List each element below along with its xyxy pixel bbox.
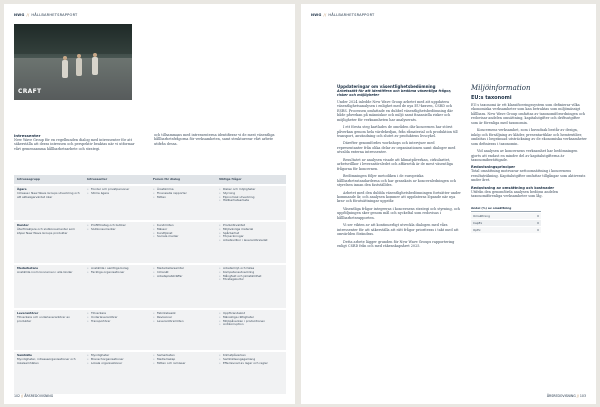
runner-figure [62,60,68,78]
taxonomy-table-header: Andel (%) av omsättning [471,205,541,212]
list-item: • Större ägare [87,192,147,196]
group-description: Anställda inom koncernen i alla länder [17,269,73,274]
body-paragraph: Väsentliga frågor integreras i koncernens strategi och styrning, och uppföljningen sker genom mål och nyckeltal som redovisas i hållbarhetsrapporten. [337,206,460,220]
row-label: Omsättning [473,213,490,218]
taxonomy-table [471,205,541,233]
forums-cell [150,186,216,220]
list-item: • Förpackningar [219,235,283,239]
list-item: • Fonder och privatpersoner [87,188,147,192]
list-item: • Kundmöten [153,224,213,228]
list-item: • Klimatpåverkan [219,354,283,358]
body-paragraph: Vi ser vikten av att kontinuerligt utveckla dialogen med våra intressenter för att säkerställa att rätt frågor prioriteras i takt med att omvärlden förändras. [337,223,459,237]
list-item: • Antikorruption [219,323,283,327]
list-item: • Miljövänliga material [219,228,283,232]
body-paragraph: Resultatet av analysen visade att klimatpåverkan, cirkularitet, arbetsvillkor i leverantörsledet och affärsetik är de mest väsentliga frågorna för koncernen. [337,157,453,171]
group-title: Ägare [17,187,27,191]
section-label: HÅLLBARHETSRAPPORT [31,13,78,17]
principles-text: Total omsättning motsvarar nettoomsättning i koncernens resultaträkning. Kapitalutgifter omfattar tillgångar som aktiverats under året. [471,169,586,183]
list-item: • Produktkvalitet [219,224,283,228]
list-item: • Kompetensutveckling [219,271,283,275]
list-item: • Transportörer [87,320,147,324]
interests-cell [84,310,150,350]
materiality-subheading: Arbetssätt för att identifiera och bedöma väsentliga frågor, risker och möjligheter [337,89,452,98]
list-item: • Ekonomisk utveckling [219,196,283,200]
environment-column [471,84,587,233]
list-item: • Myndigheter [87,354,147,358]
page-number: 103 [579,394,586,398]
group-cell [14,310,84,350]
list-item: • Företagskultur [219,278,283,282]
craft-logo: CRAFT [18,88,42,95]
interests-cell [84,222,150,263]
list-item: • Hållbarhetsarbete [219,199,283,203]
page-folio [547,394,586,398]
runner-figure [92,57,98,75]
row-value: 0 [537,213,539,218]
list-item: • Fackliga organisationer [87,271,147,275]
list-item: • Intranät [153,271,213,275]
group-description: Tillverkare och underleverantörer av produkter [17,314,70,323]
list-item: • Risker och möjligheter [219,188,283,192]
row-label: OpEx [473,227,481,232]
list-item: • Miljöpåverkan i produktionen [219,320,283,324]
issues-cell [216,352,286,394]
taxonomy-heading: EU:s taxonomi [471,95,512,101]
group-description: Myndigheter, intresseorganisationer och lokalsamhällen [17,356,76,365]
forums-cell [150,352,216,394]
running-head [14,13,77,17]
taxonomy-table-row [471,220,541,226]
environment-title: Miljöinformation [471,84,531,92]
list-item: • Mässor [153,228,213,232]
intro-text-continued: och tillsammans med intressenterna identifierar vi de mest väsentliga hållbarhetsfrågorna för verksamheten, samt strukturerar vårt arbete utifrån dessa. [154,133,275,146]
forums-cell [150,222,216,263]
issues-cell [216,222,286,263]
list-item: • Sociala medier [153,235,213,239]
intro-text: New Wave Group för en regelbunden dialog med intressenter för att säkerställa att deras intressen och perspektiv beaktas när vi utformar vårt gemensamma hållbarhetsarbete och strategi. [14,138,135,151]
list-item: • Medlemskap [153,358,213,362]
separator: // [323,13,327,17]
table-header [14,175,286,184]
materiality-column [337,84,461,252]
list-item: • Lokala organisationer [87,362,147,366]
list-item: • Leverantörsmöten [153,320,213,324]
list-item: • Kundtjänst [153,232,213,236]
photo-trees [14,24,132,54]
principles-heading: Redovisningsprinciper [471,165,516,170]
taxonomy-table-row [471,227,541,233]
folio-label: ÅRSREDOVISNING [546,394,576,398]
page-folio [14,394,53,398]
list-item: • Årsstämma [153,188,213,192]
table-row [14,184,286,220]
list-item: • Möten och remisser [153,362,213,366]
header-cell: Intressenter [87,176,108,181]
body-paragraph: I ett första steg kartlades de områden där koncernen har störst påverkan genom hela värdekedjan, från råmaterial och produktion till transport, användning och slutet av produktens livscykel. [337,125,458,138]
row-value: 0 [537,220,539,225]
group-title: Leverantörer [17,311,39,315]
section-label: HÅLLBARHETSRAPPORT [328,13,375,17]
interests-cell [84,265,150,308]
body-paragraph: Under 2024 inledde New Wave Group arbetet med att uppdatera väsentlighetsanalysen i enlighet med de nya EU-kraven, CSRD och ESRS. Processen omfattade en dubbel väsentlighetsbedömning där både påverkan på människor och miljö samt finansiella risker och möjligheter för verksamheten har analyserats. [337,99,453,122]
list-item: • Spårbarhet [219,232,283,236]
group-description: Intresse i New Wave Groups utveckling och att aktieägarvärdet ökar [17,190,80,199]
list-item: • Mänskliga rättigheter [219,316,283,320]
separator: // [576,394,579,398]
list-item: • Mångfald och jämställdhet [219,275,283,279]
row-label: CapEx [473,220,483,225]
list-item: • Tillverkare [87,312,147,316]
left-page [4,4,295,404]
list-item: • Arbetsvillkor i leverantörsledet [219,239,283,243]
group-cell [14,222,84,263]
forums-cell [150,310,216,350]
runners-photo [14,24,132,100]
group-cell [14,186,84,220]
header-cell: Intressegrupp [17,176,40,181]
list-item: • Samarbeten [153,354,213,358]
body-paragraph: Bedömningen följer metodiken i de europeiska hållbarhetsstandarderna och har granskats av koncernledningen och styrelsen innan den fastställdes. [337,174,457,188]
interests-cell [84,352,150,394]
page-number: 102 [14,394,21,398]
group-cell [14,265,84,308]
running-head [311,13,374,17]
list-item: • Uppförandekod [219,312,283,316]
body-paragraph: Vid analysen av koncernens verksamhet har bedömningen gjorts att endast en mindre del av kapitalutgifterna är taxonomiberättigade. [471,149,578,162]
header-cell: Forum för dialog [153,176,181,181]
brand-label: NWG [311,13,322,17]
table-row [14,220,286,263]
body-paragraph: Detta arbete lägger grunden för New Wave Groups rapportering enligt CSRD från och med räkenskapsåret 2025. [337,239,455,249]
folio-label: ÅRSREDOVISNING [24,394,54,398]
list-item: • Fabriksbesök [153,312,213,316]
group-title: Samhälle [17,353,32,357]
group-description: Återförsäljare och slutkonsumenter som köper New Wave Groups produkter [17,226,75,235]
issues-cell [216,310,286,350]
list-item: • Arbetsmiljö och hälsa [219,267,283,271]
brand-label: NWG [14,13,25,17]
list-item: • Efterlevnad av lagar och regler [219,362,283,366]
runner-figure [76,58,82,76]
row-value: 0 [537,227,539,232]
stakeholder-table [14,175,286,394]
list-item: • Profilföretag och butiker [87,224,147,228]
group-cell [14,352,84,394]
body-paragraph: Arbetet med den dubbla väsentlighetsbedömningen fortsätter under kommande år, och analysen kommer att uppdateras löpande när nya krav och förutsättningar uppstår. [337,190,461,204]
list-item: • Finansiella rapporter [153,192,213,196]
list-item: • Arbetsplatsträffar [153,275,213,279]
group-title: Kunder [17,223,29,227]
list-item: • Anställda i samtliga bolag [87,267,147,271]
list-item: • Styrning [219,192,283,196]
body-paragraph: Därefter genomfördes workshops och intervjuer med representanter från olika delar av organisationen samt dialoger med utvalda externa intressenter. [337,141,456,155]
taxonomy-table-row [471,213,541,219]
table-row [14,263,286,308]
separator: // [26,13,30,17]
table-row [14,350,286,394]
list-item: • Revisioner [153,316,213,320]
group-title: Medarbetare [17,266,39,270]
body-paragraph: Koncernens verksamhet, som i huvudsak består av design, inköp och försäljning av kläder, presentartiklar och hemtextilier, omfattas i begränsad utsträckning av de ekonomiska verksamheter som definieras i taxonomin. [471,128,587,146]
list-item: • Möten [153,196,213,200]
opex-heading: Redovisning av omsättning och kostnader [471,185,555,190]
opex-text: Utifrån den genomförda analysen bedöms andelen taxonomiförenliga verksamheter som låg. [471,189,559,199]
list-item: • Branschorganisationer [87,358,147,362]
list-item: • Underleverantörer [87,316,147,320]
table-row [14,308,286,350]
list-item: • Slutkonsumenter [87,228,147,232]
issues-cell [216,265,286,308]
body-paragraph: EU:s taxonomi är ett klassificeringssystem som definierar vilka ekonomiska verksamheter som kan betraktas som miljömässigt hållbara. New Wave Group omfattas av taxonomiförordningen och redovisar andelen omsättning, kapitalutgifter och driftsutgifter som är förenliga med taxonomin. [471,103,586,125]
materiality-heading: Uppdateringar om väsentlighetsbedömning [337,84,436,89]
separator: // [21,394,24,398]
interests-cell [84,186,150,220]
right-page [301,4,596,404]
forums-cell [150,265,216,308]
issues-cell [216,186,286,220]
header-cell: Viktiga frågor [219,176,242,181]
list-item: • Samhällsengagemang [219,358,283,362]
intro-title: Intressenter [14,133,41,138]
list-item: • Medarbetarsamtal [153,267,213,271]
